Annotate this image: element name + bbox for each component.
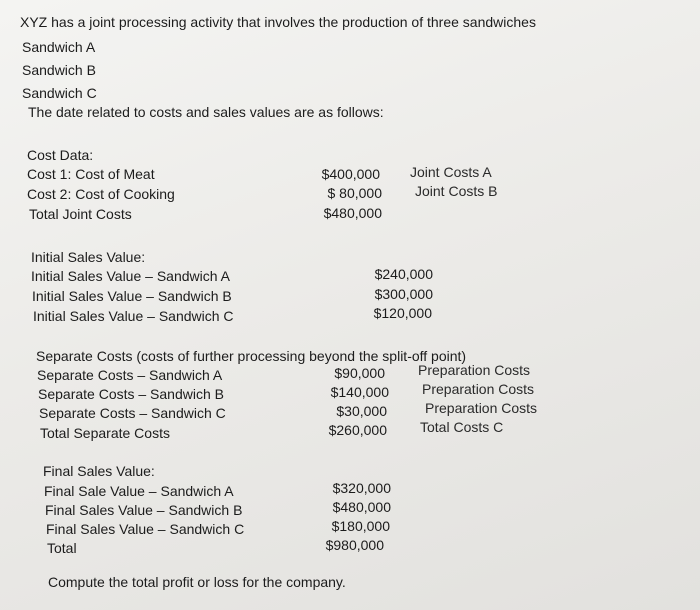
final-sales-label: Final Sales Value – Sandwich C <box>46 521 245 537</box>
cost-row-value: $400,000 <box>321 166 380 182</box>
cost-row-label: Cost 2: Cost of Cooking <box>27 186 175 202</box>
separate-cost-label: Separate Costs – Sandwich C <box>39 405 226 421</box>
separate-cost-label: Total Separate Costs <box>40 425 170 441</box>
initial-sales-label: Initial Sales Value – Sandwich B <box>32 288 232 304</box>
final-sales-value: $320,000 <box>332 480 391 496</box>
separate-cost-note: Preparation Costs <box>422 381 535 397</box>
question-text: Compute the total profit or loss for the company. <box>48 574 346 590</box>
separate-cost-value: $90,000 <box>334 365 385 381</box>
initial-sales-label: Initial Sales Value – Sandwich C <box>33 308 234 324</box>
separate-cost-note: Preparation Costs <box>418 362 531 378</box>
separate-cost-value: $140,000 <box>330 384 389 400</box>
cost-row-note: Joint Costs B <box>415 183 498 199</box>
product-item-a: Sandwich A <box>22 39 96 55</box>
separate-cost-label: Separate Costs – Sandwich A <box>37 367 223 383</box>
product-item-b: Sandwich B <box>22 62 96 78</box>
final-sales-label: Total <box>47 540 77 556</box>
final-sales-label: Final Sale Value – Sandwich A <box>44 483 234 499</box>
cost-row-note: Joint Costs A <box>410 164 492 180</box>
intro-line: XYZ has a joint processing activity that involves the production of three sandwiches <box>20 14 536 30</box>
final-sales-label: Final Sales Value – Sandwich B <box>45 502 243 518</box>
separate-cost-note: Preparation Costs <box>425 400 538 416</box>
cost-row-label: Cost 1: Cost of Meat <box>27 166 155 182</box>
separate-cost-value: $30,000 <box>336 403 387 419</box>
cost-data-heading: Cost Data: <box>27 147 94 163</box>
product-item-c: Sandwich C <box>22 85 97 101</box>
initial-sales-label: Initial Sales Value – Sandwich A <box>31 268 230 284</box>
cost-row-label: Total Joint Costs <box>29 206 132 222</box>
final-sales-value: $980,000 <box>325 537 384 553</box>
cost-row-value: $480,000 <box>323 205 382 221</box>
final-sales-value: $180,000 <box>331 518 390 534</box>
separate-cost-label: Separate Costs – Sandwich B <box>38 386 224 402</box>
final-sales-value: $480,000 <box>332 499 391 515</box>
intro-data-line: The date related to costs and sales values are as follows: <box>28 104 384 120</box>
cost-row-value: $ 80,000 <box>327 185 382 201</box>
separate-cost-value: $260,000 <box>328 422 387 438</box>
separate-cost-note: Total Costs C <box>420 419 504 435</box>
initial-sales-value: $240,000 <box>374 266 433 282</box>
initial-sales-heading: Initial Sales Value: <box>31 249 146 265</box>
initial-sales-value: $120,000 <box>373 305 432 321</box>
separate-costs-heading: Separate Costs (costs of further processing beyond the split-off point) <box>36 348 467 364</box>
final-sales-heading: Final Sales Value: <box>43 463 155 479</box>
initial-sales-value: $300,000 <box>374 286 433 302</box>
